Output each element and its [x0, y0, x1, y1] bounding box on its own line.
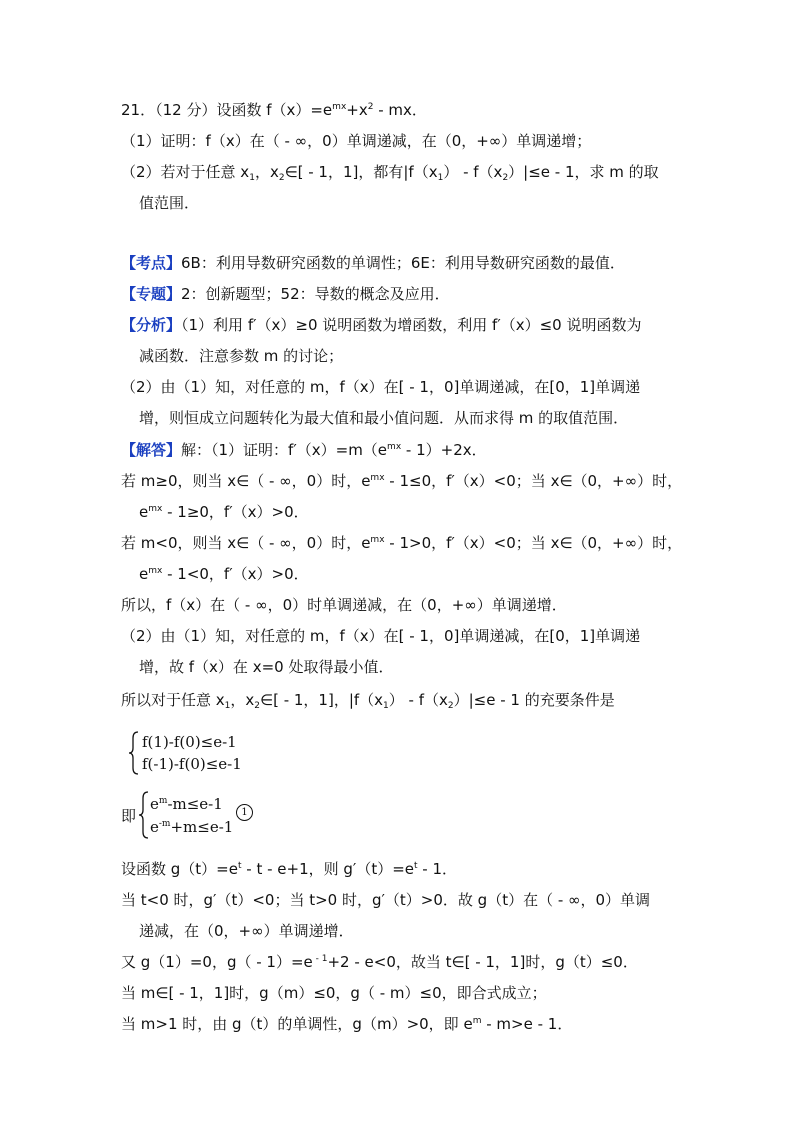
- kaodian-tag: 【考点】: [121, 254, 182, 272]
- jieda-line-10: 设函数 $g(t)=e^t - t - e+1$，则 $g'(t)=e^t - 1$．: [121, 860, 458, 878]
- left-brace-icon: [138, 790, 150, 840]
- jieda-line-15: 当 m>1 时，由 g（t）的单调性，g（m）>0，即 $e^m - m>e - 1$．: [121, 1015, 573, 1033]
- jieda-line-4: 若 m<0，则当 x∈（ - ∞，0）时，$e^{mx} - 1>0$，f′（x）<0；当 x∈（0，+∞）时，: [121, 534, 683, 552]
- kaodian-line: [121, 253, 625, 273]
- fenxi-tag: 【分析】: [121, 316, 182, 334]
- system-2-row-2: $e^{-m}+m\le e-1$: [150, 818, 234, 836]
- jieda-tag: 【解答】: [121, 441, 182, 459]
- equation-system-1: [128, 730, 298, 776]
- jieda-line-3: $e^{mx} - 1\ge 0$，f′（x）>0．: [139, 503, 309, 521]
- jieda-line-13: 又 g（1）=0，g（ - 1）=e $^{- 1}$+2 - e<0，故当 t∈[ - 1，1]时，g（t）≤0．: [121, 953, 638, 971]
- fenxi-line-4: 增，则恒成立问题转化为最大值和最小值问题．从而求得 m 的取值范围．: [139, 409, 629, 427]
- left-brace-icon: [128, 730, 140, 776]
- fenxi-line-3: （2）由（1）知，对任意的 m，f（x）在[ - 1，0]单调递减，在[0，1]单调递: [121, 378, 641, 396]
- jieda-line-8: 增，故 f（x）在 x=0 处取得最小值．: [139, 658, 394, 676]
- problem-part-2-continued: 值范围．: [139, 194, 200, 212]
- system-2-row-1: $e^m-m\le e-1$: [150, 795, 223, 813]
- circled-number-one: 1: [236, 804, 253, 821]
- jieda-line-11: 当 t<0 时，g′（t）<0；当 t>0 时，g′（t）>0．故 g（t）在（ - ∞，0）单调: [121, 891, 651, 909]
- kaodian-text: 6B：利用导数研究函数的单调性；6E：利用导数研究函数的最值．: [181, 254, 625, 272]
- system-1-row-2: f(-1)-f(0)≤e-1: [142, 755, 242, 773]
- ji-label: 即: [121, 807, 137, 825]
- fenxi-line-1: 【分析】（1）利用 f′（x）≥0 说明函数为增函数，利用 f′（x）≤0 说明函数为: [121, 316, 642, 334]
- problem-part-1: （1）证明：f（x）在（ - ∞，0）单调递减，在（0，+∞）单调递增；: [121, 132, 592, 150]
- zhuanti-line: [121, 284, 450, 304]
- fenxi-line-2: 减函数．注意参数 m 的讨论；: [139, 347, 344, 365]
- jieda-line-7: （2）由（1）知，对任意的 m，f（x）在[ - 1，0]单调递减，在[0，1]单调递: [121, 627, 641, 645]
- problem-header: 21．（12 分）设函数 $f(x)=e^{mx}+x^2$ - mx．: [121, 101, 427, 119]
- jieda-line-1: 【解答】解：（1）证明：$f'(x)=m(e^{mx} - 1)+2x$．: [121, 441, 487, 459]
- jieda-line-9: 所以对于任意 $x_1$，$x_2\in[ - 1$，1]，$|f(x_1) - f(x_2)|\le e - 1$ 的充要条件是: [121, 691, 615, 711]
- equation-system-2: [138, 790, 278, 840]
- jieda-line-2: 若 m≥0，则当 x∈（ - ∞，0）时，$e^{mx} - 1\le 0$，f′（x）<0；当 x∈（0，+∞）时，: [121, 472, 683, 490]
- zhuanti-tag: 【专题】: [121, 285, 182, 303]
- jieda-line-5: $e^{mx} - 1<0$，f′（x）>0．: [139, 565, 309, 583]
- problem-part-2: （2）若对于任意 $x_1$，$x_2\in[ - 1$，1]，都有$|f(x_1) - f(x_2)|\le e - 1$，求 m 的取: [121, 163, 659, 183]
- jieda-line-14: 当 m∈[ - 1，1]时，g（m）≤0，g（ - m）≤0，即合式成立；: [121, 984, 547, 1002]
- zhuanti-text: 2：创新题型；52：导数的概念及应用．: [181, 285, 450, 303]
- jieda-line-12: 递减，在（0，+∞）单调递增．: [139, 922, 354, 940]
- system-1-row-1: f(1)-f(0)≤e-1: [142, 733, 237, 751]
- jieda-line-6: 所以，f（x）在（ - ∞，0）时单调递减，在（0，+∞）单调递增．: [121, 596, 567, 614]
